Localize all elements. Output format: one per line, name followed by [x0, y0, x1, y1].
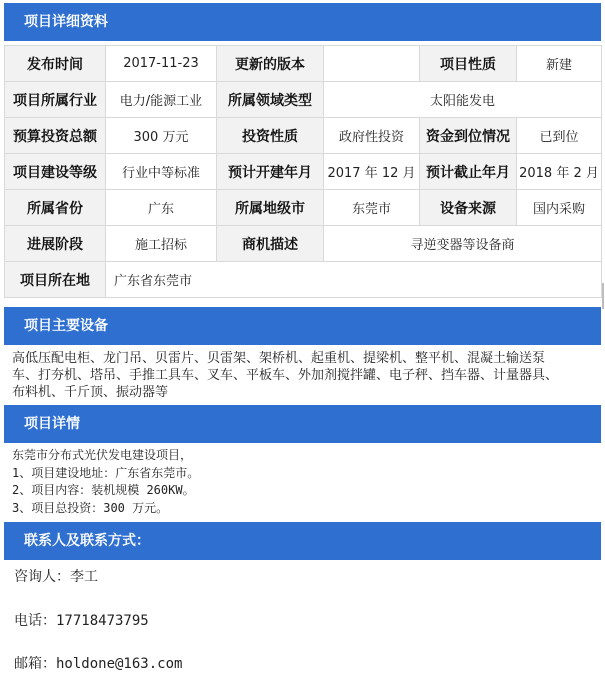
start-label: 预计开建年月: [217, 154, 324, 190]
province-label: 所属省份: [5, 190, 106, 226]
invest-nature-value: 政府性投资: [324, 118, 420, 154]
contact-phone: 电话：17718473795: [14, 613, 149, 629]
domain-value: 太阳能发电: [324, 82, 602, 118]
equipment-line: 布料机、千斤顶、振动器等: [12, 385, 169, 400]
start-value: 2017 年 12 月: [324, 154, 420, 190]
release-time-label: 发布时间: [5, 46, 106, 82]
stage-label: 进展阶段: [5, 226, 106, 262]
nature-label: 项目性质: [420, 46, 517, 82]
location-value: 广东省东莞市: [106, 262, 602, 298]
city-label: 所属地级市: [217, 190, 324, 226]
section-header-equipment: 项目主要设备: [4, 307, 601, 345]
section-header-contact: 联系人及联系方式：: [4, 522, 601, 560]
version-label: 更新的版本: [217, 46, 324, 82]
release-time-value: 2017-11-23: [106, 46, 217, 82]
funding-value: 已到位: [517, 118, 602, 154]
detail-line: 1、项目建设地址：广东省东莞市。: [12, 465, 200, 480]
budget-label: 预算投资总额: [5, 118, 106, 154]
industry-label: 项目所属行业: [5, 82, 106, 118]
equipment-line: 车、打夯机、塔吊、手推工具车、叉车、平板车、外加剂搅拌罐、电子秤、挡车器、计量器具、: [12, 368, 559, 383]
funding-label: 资金到位情况: [420, 118, 517, 154]
end-label: 预计截止年月: [420, 154, 517, 190]
equipment-line: 高低压配电柜、龙门吊、贝雷片、贝雷架、架桥机、起重机、提梁机、整平机、混凝土输送泵: [12, 351, 546, 366]
location-label: 项目所在地: [5, 262, 106, 298]
section-header-details: 项目详细资料: [4, 3, 601, 41]
contact-email: 邮箱：holdone@163.com: [14, 656, 183, 672]
budget-value: 300 万元: [106, 118, 217, 154]
contact-person: 咨询人：李工: [14, 569, 98, 585]
scrollbar-thumb[interactable]: [602, 283, 604, 309]
equip-source-value: 国内采购: [517, 190, 602, 226]
section-header-project-detail: 项目详情: [4, 405, 601, 443]
city-value: 东莞市: [324, 190, 420, 226]
contact-block: [14, 0, 599, 675]
equip-source-label: 设备来源: [420, 190, 517, 226]
build-level-value: 行业中等标准: [106, 154, 217, 190]
detail-line: 2、项目内容：装机规模 260KW。: [12, 483, 195, 497]
nature-value: 新建: [517, 46, 602, 82]
business-value: 寻逆变器等设备商: [324, 226, 602, 262]
invest-nature-label: 投资性质: [217, 118, 324, 154]
build-level-label: 项目建设等级: [5, 154, 106, 190]
detail-line: 3、项目总投资：300 万元。: [12, 500, 169, 515]
province-value: 广东: [106, 190, 217, 226]
business-label: 商机描述: [217, 226, 324, 262]
domain-label: 所属领域类型: [217, 82, 324, 118]
end-value: 2018 年 2 月: [517, 154, 602, 190]
industry-value: 电力/能源工业: [106, 82, 217, 118]
stage-value: 施工招标: [106, 226, 217, 262]
detail-line: 东莞市分布式光伏发电建设项目，: [12, 448, 193, 462]
